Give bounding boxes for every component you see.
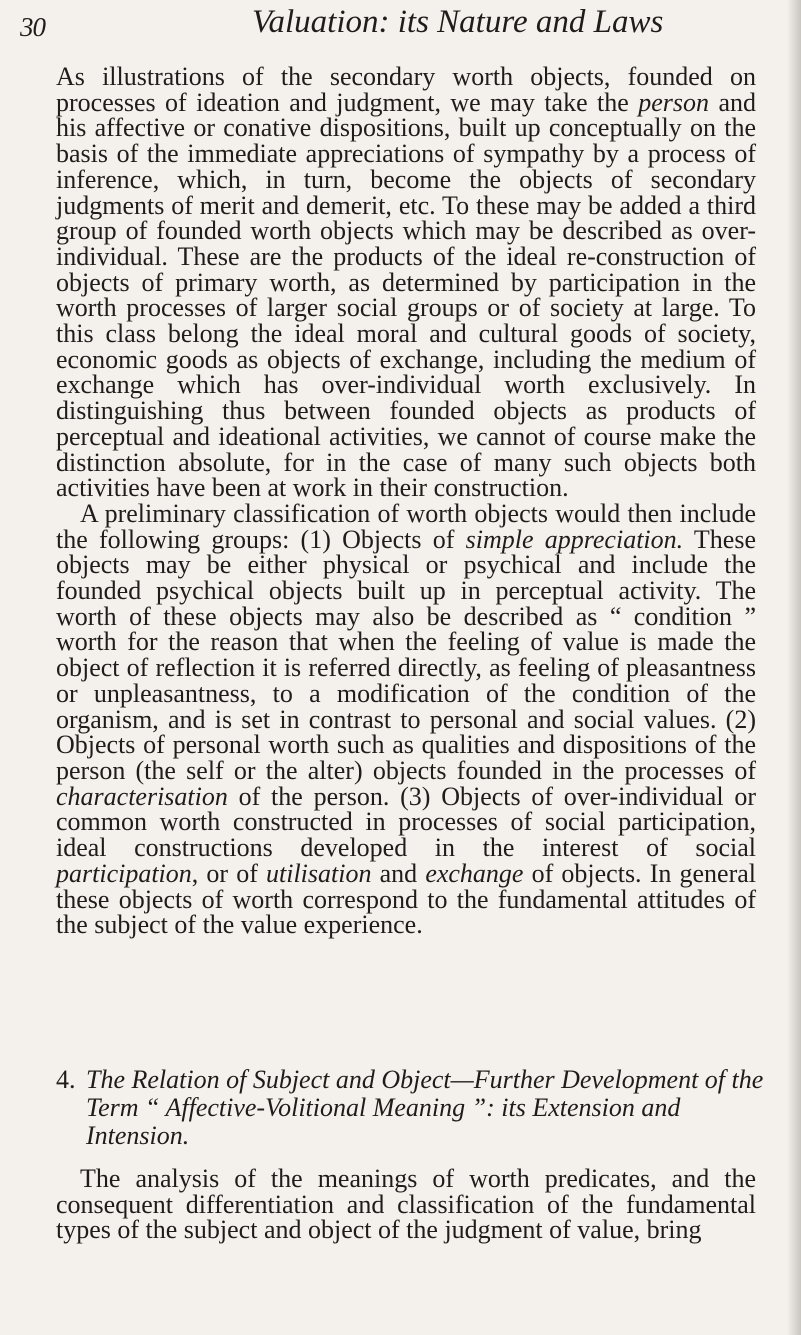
paragraph-2-emphasis-characterisation: characterisation xyxy=(56,781,228,811)
section-heading xyxy=(56,1066,786,1150)
section-number: 4. xyxy=(56,1065,76,1094)
paragraph-2-text-e: and xyxy=(371,858,426,888)
section-body-text: The analysis of the meanings of worth predicates, and the consequent differentiation and classification of the fundamental types of the subject and object of the judgment of value, bring xyxy=(56,1164,756,1245)
paragraph-2-emphasis-utilisation: utilisation xyxy=(266,858,372,888)
paragraph-1-text-b: and his affective or conative dispositions, built up conceptually on the basis of the immediate appreciations of sympathy by a process of inference, which, in turn, become the objects of secondary judgments of merit and demerit, etc. To these may be added a third group of founded worth objects which may be described as over-individual. These are the products of the ideal re-construction of objects of primary worth, as determined by participation in the worth processes of larger social groups or of society at large. To this class belong the ideal moral and cultural goods of society, economic goods as objects of exchange, including the medium of exchange which has over-individual worth exclusively. In distinguishing thus between founded objects as products of perceptual and ideational activities, we cannot of course make the distinction absolute, for in the case of many such objects both activities have been at work in their construction. xyxy=(56,87,756,503)
paragraph-2-emphasis-participation: participation xyxy=(56,858,192,888)
paragraph-2-text-c: of the person. (3) Objects of over-individual or common worth constructed in processes of social participation, ideal constructions developed in the interest of social xyxy=(56,781,756,863)
paragraph-1 xyxy=(56,64,756,501)
running-head: Valuation: its Nature and Laws xyxy=(252,4,664,40)
paragraph-2-text-f: of objects. In general these objects of worth correspond to the fundamental attitudes of the subject of the value experience. xyxy=(56,858,756,940)
paragraph-2-text-d: , or of xyxy=(191,858,267,888)
paragraph-1-emphasis-person: person xyxy=(638,87,710,117)
paragraph-1-text-a: As illustrations of the secondary worth objects, founded on processes of ideation and judgment, we may take the xyxy=(56,62,756,117)
paragraph-2-emphasis-simple-appreciation: simple appreciation. xyxy=(465,524,684,554)
paragraph-2 xyxy=(56,498,756,940)
page-number: 30 xyxy=(20,12,45,42)
paragraph-2-text-b: These objects may be either physical or psychical and include the founded psychical objects built up in perceptual activity. The worth of these objects may also be described as “ condition ” worth for the reason that when the feeling of value is made the object of reflection it is referred directly, as feeling of pleasantness or unpleasantness, to a modification of the condition of the organism, and is set in contrast to personal and social values. (2) Objects of personal worth such as qualities and dispositions of the person (the self or the alter) objects founded in the processes of xyxy=(56,524,756,785)
paragraph-2-emphasis-exchange: exchange xyxy=(425,858,524,888)
paragraph-2-text-a: A preliminary classification of worth objects would then include the following groups: (1) Objects of xyxy=(56,498,756,554)
section-title: The Relation of Subject and Object—Further Development of the Term “ Affective-Volitional Meaning ”: its Extension and Intension. xyxy=(86,1065,764,1150)
body-text xyxy=(56,64,756,938)
page-edge-shadow xyxy=(787,0,801,1335)
